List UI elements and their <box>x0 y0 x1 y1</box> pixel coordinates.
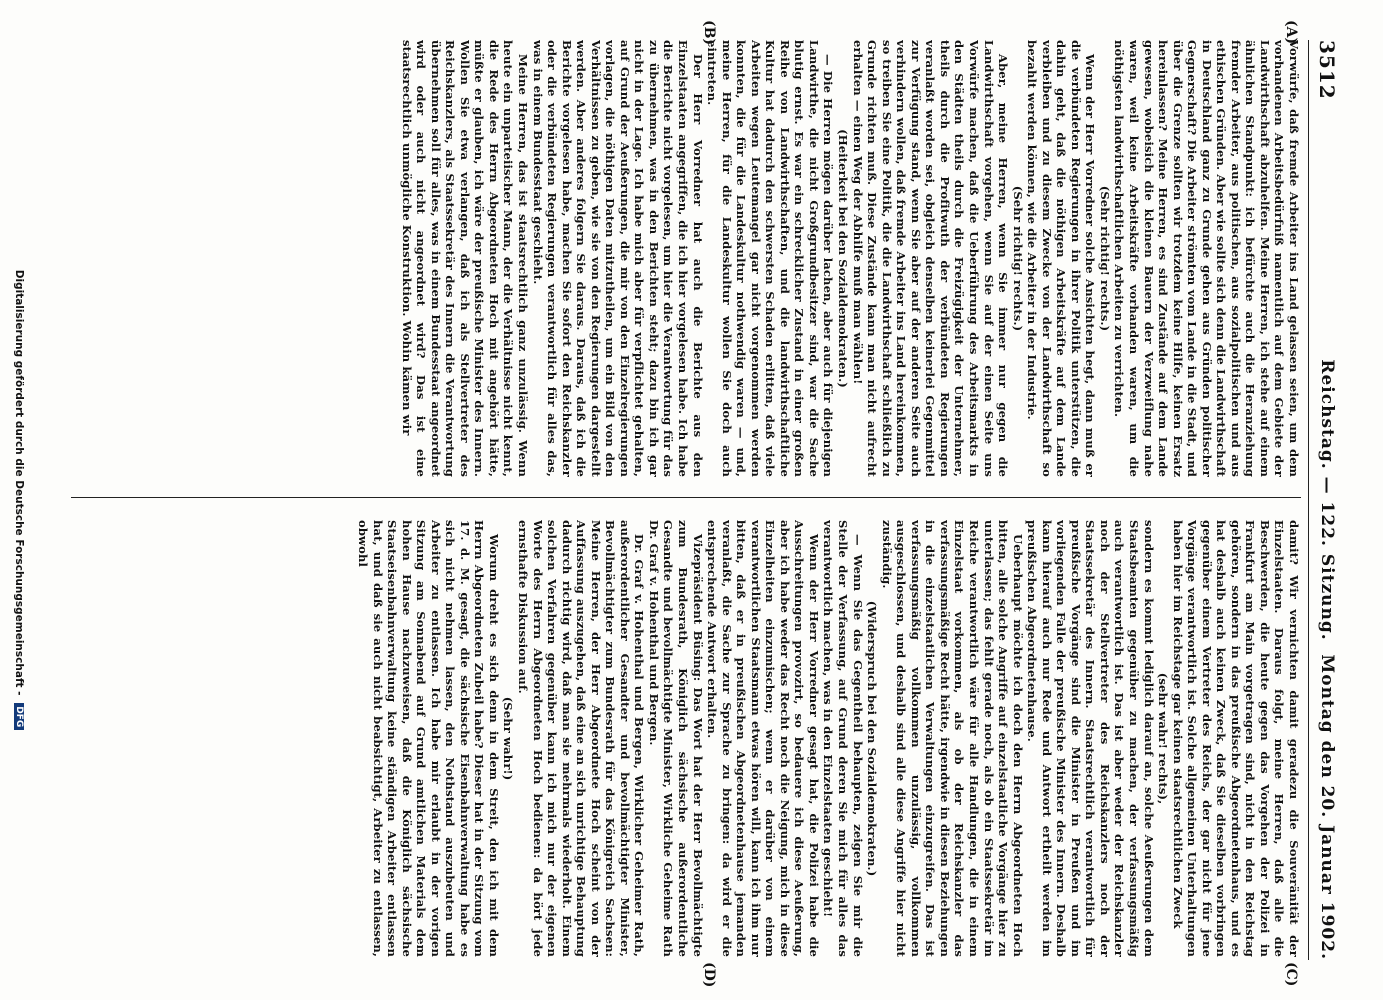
paragraph: Wenn der Herr Vorredner solche Ansichten hegt, dann muß er die verbündeten Regierungen in ihrer Politik unterstützen, die dahin geht, daß die nöthigen Arbeitskräfte auf dem Lande verbleiben und zu diesem Zwecke von der Landwirthschaft so bezahlt werden können, wie die Arbeiter in der Industrie. <box>1025 40 1098 477</box>
paragraph: — Wenn Sie das Gegentheil behaupten, zeigen Sie mir die Stelle der Verfassung, auf Grund deren Sie mich für alles das verantwortlich machen, was in den Einzelstaaten geschieht! <box>821 520 865 957</box>
margin-mark-c: (C) <box>1283 962 1299 987</box>
credit-text: Digitalisierung gefördert durch die Deutsche Forschungsgemeinschaft - <box>13 269 25 696</box>
interjection: (Sehr richtig! rechts.) <box>1010 185 1025 332</box>
paragraph: — Die Herren mögen darüber lachen, aber auch für diejenigen Landwirthe, die nicht Großgrundbesitzer sind, war die Sache blutig ernst. Es war ein schrecklicher Zustand in einer großen Reihe von Landwirthschaften, und die landwirthschaftliche Kultur hat dadurch den schwersten Schaden erlitten, daß viele Arbeiten wegen Leutemangel gar nicht vorgenommen werden konnten, die für die Landeskultur nothwendig waren — und, meine Herren, für die Landeskultur wollen Sie doch auch eintreten. <box>705 40 836 477</box>
paragraph: sondern es kommt lediglich darauf an, solche Aeußerungen dem Staatsbeamten gegenüber zu machen, der verfassungsmäßig auch verantwortlich ist. Das ist aber weder der Reichskanzler noch der Stellvertreter des Reichskanzlers noch der Staatssekretär des Innern. Staatsrechtlich verantwortlich für preußische Vorgänge sind die Minister in Preußen und im vorliegenden Falle der preußische Minister des Innern. Deshalb kann hierauf auch nur Rede und Antwort ertheilt werden im preußischen Abgeordnetenhause. <box>1025 520 1156 957</box>
session-date: Montag den 20. Januar 1902. <box>1317 654 1337 960</box>
interjection: (Sehr wahr!) <box>501 696 516 781</box>
paragraph: Meine Herren, das ist staatsrechtlich ganz unzulässig. Wenn heute ein unparteiischer Mann, der die Verhältnisse nicht kennt, die Rede des Herrn Abgeordneten Hoch mit angehört hätte, müßte er glauben, ich wäre der preußische Minister des Innern. Wollen Sie etwa verlangen, daß ich als Stellvertreter des Reichskanzlers, als Staatssekretär des Innern die Verantwortung übernehmen soll für alles, was in einem Bundesstaat angeordnet wird oder auch nicht angeordnet wird? Das ist eine staatsrechtlich unmögliche Konstruktion. Wohin kämen wir <box>399 40 531 477</box>
dfg-logo: DFG <box>14 703 24 730</box>
paragraph: Ueberhaupt möchte ich doch den Herrn Abgeordneten Hoch bitten, alle solche Angriffe auf einzelstaatliche Vorgänge hier zu unterlassen; das fehlt gerade noch, als ob ein Staatssekretär im Reiche verantwortlich wäre für alle Handlungen, die in einem Einzelstaat vorkommen, als ob der Reichskanzler das verfassungsmäßige Recht hätte, irgendwie in diesen Beziehungen in die einzelstaatlichen Verwaltungen einzugreifen. Das ist verfassungsmäßig vollkommen unzulässig, vollkommen ausgeschlossen, und deshalb sind alle diese Angriffe hier nicht zuständig. <box>879 520 1025 957</box>
paragraph: Vizepräsident Büsing: Das Wort hat der Herr Bevollmächtigte zum Bundesrath, Königlich sächsische außerordentliche Gesandte und bevollmächtigte Minister, Wirkliche Geheime Rath Dr. Graf v. Hohenthal und Bergen. <box>646 520 705 957</box>
margin-mark-b: (B) <box>701 20 717 46</box>
margin-mark-d: (D) <box>701 962 717 988</box>
digitization-credit <box>13 0 25 1000</box>
page-header <box>1311 40 1339 960</box>
paragraph: Dr. Graf v. Hohenthal und Bergen, Wirklicher Geheimer Rath, außerordentlicher Gesandter und bevollmächtigter Minister, Bevollmächtigter zum Bundesrath für das Königreich Sachsen: Meine Herren, der Herr Abgeordnete Hoch scheint von der Auffassung auszugehen, daß eine an sich unrichtige Behauptung dadurch richtig wird, daß man sie mehrmals wiederholt. Einem solchen Verfahren gegenüber kann ich mich nur der eigenen Worte des Herrn Abgeordneten Hoch bedienen: da hört jede ernsthafte Diskussion auf. <box>516 520 647 957</box>
session-title: Reichstag. — 122. Sitzung. <box>1317 359 1337 641</box>
column-divider <box>71 497 1301 498</box>
interjection: (Sehr richtig! rechts.) <box>1097 185 1112 332</box>
margin-mark-a: (A) <box>1283 20 1299 45</box>
paragraph: Aber, meine Herren, wenn Sie immer nur gegen die Landwirthschaft vorgehen, wenn Sie auf der einen Seite uns Vorwürfe machen, daß die Ueberführung des Arbeitsmarkts in den Städten theils durch die Freizügigkeit der Unternehmer, theils durch die Profitwuth der verbündeten Regierungen veranlaßt worden sei, obgleich denselben keinerlei Gegenmittel zur Verfügung stand, wenn Sie aber auf der anderen Seite auch verhindern wollen, daß fremde Arbeiter ins Land hereinkommen, so treiben Sie eine Politik, die die Landwirthschaft schließlich zu Grunde richten muß. Diese Zustände kann man nicht aufrecht erhalten — einen Weg der Abhilfe muß man wählen! <box>850 40 1011 477</box>
page-number: 3512 <box>1315 40 1339 100</box>
paragraph: Wenn der Herr Vorredner gesagt hat, die Polizei habe die Ausschreitungen provozirt, so bedauere ich diese Aeußerung, aber ich habe weder das Recht noch die Neigung, mich in diese Einzelheiten einzumischen; wenn er darüber von einem verantwortlichen Staatsmann etwas hören will, kann ich ihm nur bitten, daß er in preußischen Abgeordnetenhause jemanden veranlaßt, die Sache zur Sprache zu bringen: da wird er die entsprechende Antwort erhalten. <box>705 520 821 957</box>
left-column <box>66 40 1301 477</box>
paragraph: Worum dreht es sich denn in dem Streit, den ich mit dem Herrn Abgeordneten Zubeil habe? Dieser hat in der Sitzung vom 17. d. M. gesagt, die sächsische Eisenbahnverwaltung habe es sich nicht nehmen lassen, den Nothstand auszubeuten und Arbeiter zu entlassen. Ich habe mir erlaubt in der vorigen Sitzung am Sonnabend auf Grund amtlichen Materials dem hohen Hause nachzuweisen, daß die Königlich sächsische Staatseisenbahnverwaltung keine ständigen Arbeiter entlassen hat, und daß sie auch nicht beabsichtigt, Arbeiter zu entlassen, obwohl <box>356 520 501 957</box>
right-column <box>66 520 1301 957</box>
paragraph: damit? Wir vernichten damit geradezu die Souveränität der Einzelstaaten. Daraus folgt, meine Herren, daß alle die Beschwerden, die heute gegen das Vorgehen der Polizei in Frankfurt am Main vorgetragen sind, nicht in den Reichstag gehören, sondern in das preußische Abgeordnetenhaus, und es hat deshalb auch keinen Zweck, daß Sie dieselben vorbringen gegenüber einem Vertreter des Reichs, der gar nicht für jene Vorgänge verantwortlich ist. Solche allgemeinen Unterhaltungen haben hier im Reichstage gar keinen staatsrechtlichen Zweck <box>1170 520 1301 957</box>
header-rule <box>1308 40 1309 960</box>
interjection: (Heiterkeit bei den Sozialdemokraten.) <box>836 129 851 388</box>
interjection: (sehr wahr! rechts), <box>1156 672 1171 805</box>
paragraph: Vorwürfe, daß fremde Arbeiter ins Land gelassen seien, um dem vorhandenen Arbeitsbedürfniß namentlich auf dem Gebiete der Landwirthschaft abzuhelfen. Meine Herren, ich stehe auf einem ähnlichen Standpunkt: ich befürchte auch die Heranziehung fremder Arbeiter, aus politischen, aus sozialpolitischen und aus ethischen Gründen. Aber wie sollte sich denn die Landwirthschaft in Deutschland ganz zu Grunde gehen aus Gründen politischer Gegnerschaft? Die Arbeiter strömten vom Lande in die Stadt, und über die Grenze sollten wir trotzdem keine Hilfe, keinen Ersatz hereinlassen? Meine Herren, es sind Zustände auf dem Lande gewesen, wobeisich die kleinen Bauern der Verzweiflung nahe waren, weil keine Arbeitskräfte vorhanden waren, um die nöthigsten landwirthschaftlichen Arbeiten zu verrichten. <box>1112 40 1301 477</box>
paragraph: Der Herr Vorredner hat auch die Berichte aus den Einzelstaaten angegriffen, die ich hier vorgelesen habe. Ich habe die Berichte nicht vorgelesen, um hier die Verantwortung für das zu übernehmen, was in den Berichten steht; dazu bin ich gar nicht in der Lage. Ich habe mich aber für verpflichtet gehalten, auf Grund der Aeußerungen, die mir von den Einzelregierungen vorlagen, die nöthigen Daten mitzutheilen, um ein Bild von den Verhältnissen zu geben, wie sie von den Regierungen dargestellt werden. Aber anderes folgern Sie daraus. Daraus, daß ich die Berichte vorgelesen habe, machen Sie sofort den Reichskanzler oder die verbündeten Regierungen verantwortlich für alles das, was in einem Bundesstaat geschieht. <box>530 40 705 477</box>
interjection: (Widerspruch bei den Sozialdemokraten.) <box>865 600 880 877</box>
